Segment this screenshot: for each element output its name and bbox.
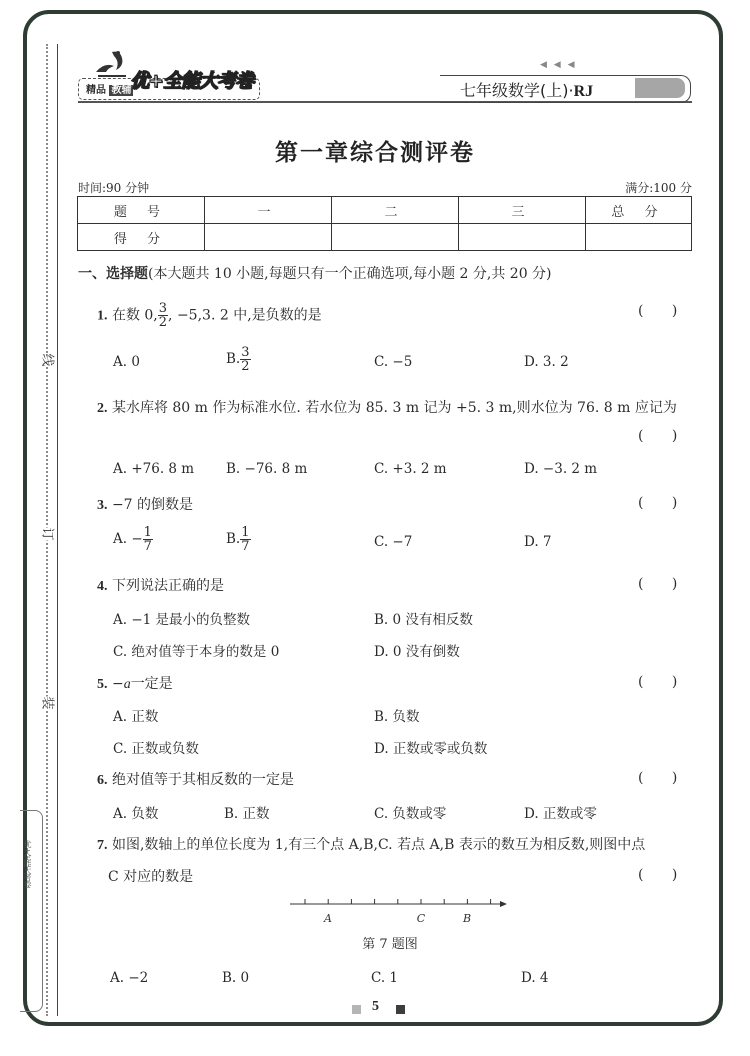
point-label-a: A <box>324 912 332 925</box>
answer-bracket[interactable]: ( ) <box>638 867 678 883</box>
page-number: 5 <box>372 999 379 1014</box>
binding-mark-ding: 订 <box>39 527 55 541</box>
option-b: B. −76. 8 m <box>226 461 308 477</box>
option-d: D. −3. 2 m <box>524 461 598 477</box>
option-b: B. $\frac{3}{2}$ <box>226 345 250 374</box>
brand-main: 优+全能大考卷 <box>130 70 253 92</box>
brand-small: 精品 教辅 <box>86 85 132 96</box>
option-b: B. 正数 <box>224 806 270 822</box>
question-7: 7. 如图,数轴上的单位长度为 1,有三个点 A,B,C. 若点 A,B 表示的数互为相反数,则图中点 <box>97 837 646 853</box>
option-a: A. 正数 <box>113 709 159 725</box>
badge-fill <box>635 78 685 98</box>
question-6: 6. 绝对值等于其相反数的一定是 <box>97 772 294 788</box>
option-d: D. 4 <box>521 970 549 986</box>
option-a: A. +76. 8 m <box>113 461 195 477</box>
page-title: 第一章综合测评卷 <box>275 139 475 166</box>
question-7-line2: C 对应的数是 <box>108 869 194 885</box>
footer-square-light <box>352 1005 361 1014</box>
option-d: D. 3. 2 <box>524 354 569 370</box>
side-tab-logo: 优+全能大考卷 <box>23 840 32 888</box>
option-a: A. 负数 <box>113 806 159 822</box>
point-label-c: C <box>416 912 426 925</box>
brand-logo <box>78 48 258 100</box>
score-cell[interactable] <box>459 224 586 251</box>
question-4: 4. 下列说法正确的是 <box>97 578 224 594</box>
option-a: A. − $\frac{1}{7}$ <box>113 525 152 554</box>
option-c: C. −5 <box>374 354 413 370</box>
answer-bracket[interactable]: ( ) <box>638 674 678 690</box>
score-header-cell: 一 <box>205 197 332 224</box>
binding-solid-line <box>57 44 58 1016</box>
option-d: D. 正数或零 <box>524 806 597 822</box>
fraction: $\frac{3}{2}$ <box>158 301 168 330</box>
point-label-b: B <box>462 912 472 925</box>
score-cell[interactable] <box>586 224 692 251</box>
option-d: D. 0 没有倒数 <box>374 644 460 660</box>
option-d: D. 正数或零或负数 <box>374 741 488 757</box>
arrows-icon: ◀ ◀ ◀ <box>540 60 577 70</box>
footer-square-dark <box>396 1005 405 1014</box>
answer-bracket[interactable]: ( ) <box>638 770 678 786</box>
option-c: C. −7 <box>374 534 413 550</box>
score-table-score-row <box>78 224 692 251</box>
option-b: B. $\frac{1}{7}$ <box>226 525 250 554</box>
option-d: D. 7 <box>524 534 552 550</box>
option-c: C. 绝对值等于本身的数是 0 <box>113 644 280 660</box>
score-table-header-row <box>78 197 692 224</box>
answer-bracket[interactable]: ( ) <box>638 428 678 444</box>
score-cell[interactable] <box>332 224 459 251</box>
grade-label: 七年级数学(上)·RJ <box>460 81 594 100</box>
score-header-cell: 题 号 <box>78 197 205 224</box>
answer-bracket[interactable]: ( ) <box>638 576 678 592</box>
option-b: B. 0 <box>222 970 250 986</box>
option-a: A. −1 是最小的负整数 <box>113 612 251 628</box>
score-header-cell: 二 <box>332 197 459 224</box>
option-a: A. −2 <box>110 970 149 986</box>
question-1: 1. 在数 0, $\frac{3}{2}$ , −5,3. 2 中,是负数的是 <box>97 301 322 330</box>
option-b: B. 负数 <box>374 709 420 725</box>
question-3: 3. −7 的倒数是 <box>97 497 194 513</box>
dolphin-logo-icon <box>94 48 130 78</box>
question-2: 2. 某水库将 80 m 作为标准水位. 若水位为 85. 3 m 记为 +5. 3 m,则水位为 76. 8 m 应记为 <box>97 400 677 416</box>
answer-bracket[interactable]: ( ) <box>638 303 678 319</box>
option-c: C. +3. 2 m <box>374 461 447 477</box>
score-row-label: 得 分 <box>78 224 205 251</box>
question-5: 5. −a一定是 <box>97 676 173 692</box>
binding-mark-zhuang: 装 <box>39 696 55 710</box>
score-header-cell: 三 <box>459 197 586 224</box>
arrow-icon <box>500 901 507 907</box>
option-c: C. 负数或零 <box>374 806 447 822</box>
score-table <box>77 196 692 251</box>
score-header-cell: 总 分 <box>586 197 692 224</box>
binding-mark-xian: 线 <box>39 353 55 367</box>
exam-time: 时间:90 分钟 <box>78 181 150 195</box>
option-b: B. 0 没有相反数 <box>374 612 473 628</box>
figure-caption: 第 7 题图 <box>362 937 418 952</box>
full-score: 满分:100 分 <box>625 181 692 195</box>
option-c: C. 正数或负数 <box>113 741 199 757</box>
section-heading: 一、选择题(本大题共 10 小题,每题只有一个正确选项,每小题 2 分,共 20 分) <box>78 266 552 282</box>
answer-bracket[interactable]: ( ) <box>638 495 678 511</box>
score-cell[interactable] <box>205 224 332 251</box>
option-a: A. 0 <box>113 354 140 370</box>
option-c: C. 1 <box>371 970 399 986</box>
number-line-figure <box>285 895 510 925</box>
